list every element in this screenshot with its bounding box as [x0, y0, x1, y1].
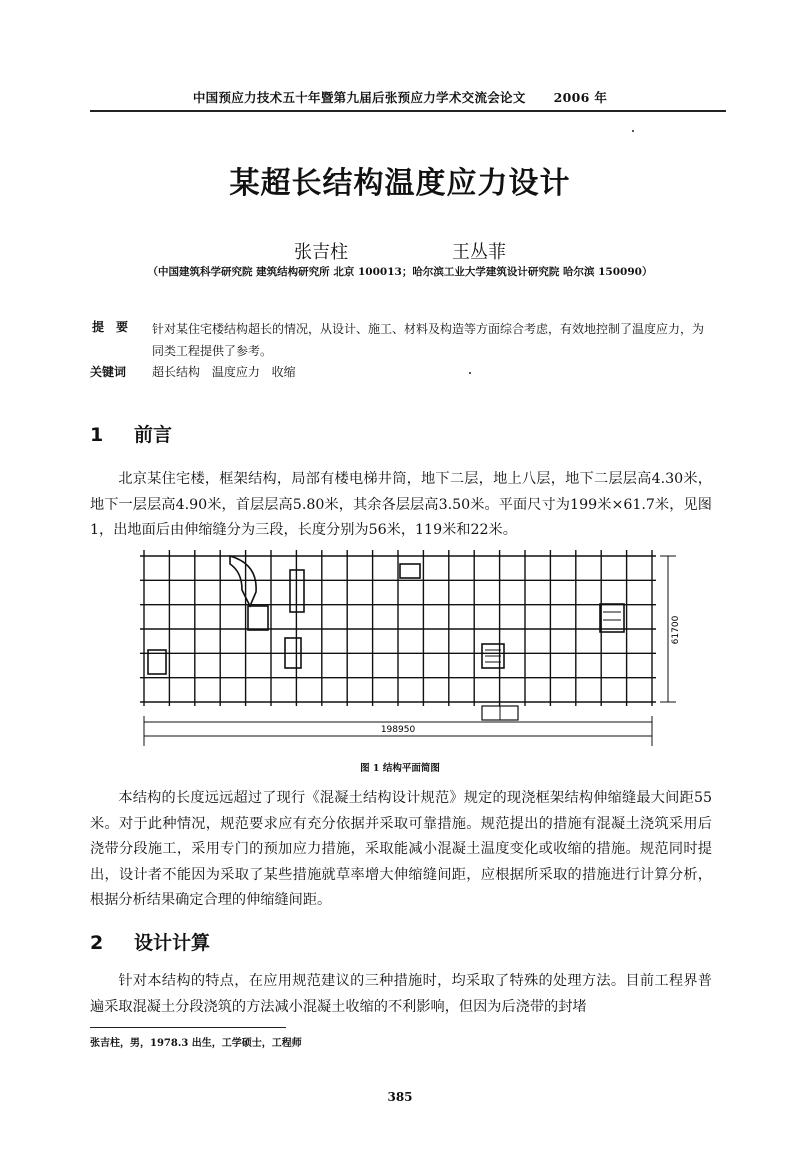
author-name: 张吉柱 — [294, 242, 348, 263]
paper-title: 某超长结构温度应力设计 — [229, 166, 571, 201]
section-number: 1 — [90, 424, 104, 446]
figure-caption: 图 1 结构平面简图 — [360, 763, 440, 774]
core-walls — [148, 556, 624, 674]
body-paragraph: 针对本结构的特点，在应用规范建议的三种措施时，均采取了特殊的处理方法。目前工程界普遍采取混凝土分段浇筑的方法减小混凝土收缩的不利影响，但因为后浇带的封堵 — [90, 973, 712, 1015]
section-number: 2 — [90, 932, 104, 954]
dimension-width-label: 61700 — [671, 615, 681, 645]
section-heading — [90, 928, 210, 955]
affiliation: （中国建筑科学研究院 建筑结构研究所 北京 100013；哈尔滨工业大学建筑设计研究院 哈尔滨 150090） — [147, 266, 653, 278]
keywords-label: 关键词 — [90, 365, 127, 379]
page-number: 385 — [387, 1090, 413, 1104]
header-journal: 中国预应力技术五十年暨第九届后张预应力学术交流会论文 — [192, 90, 526, 105]
scan-speck — [469, 372, 471, 374]
author-list — [0, 238, 800, 264]
section-title: 前言 — [134, 424, 173, 446]
body-paragraph: 本结构的长度远远超过了现行《混凝土结构设计规范》规定的现浇框架结构伸缩缝最大间距55米。对于此种情况，规范要求应有充分依据并采取可靠措施。规范提出的措施有混凝土浇筑采用后浇带分段施工，采用专门的预加应力措施，采取能减小混凝土温度变化或收缩的措施。规范同时提出，设计者不能因为采取了某些措施就草率增大伸缩缝间距，应根据所采取的措施进行计算分析，根据分析结果确定合理的伸缩缝间距。 — [90, 790, 712, 908]
structural-plan-figure — [130, 546, 690, 754]
author-name: 王丛菲 — [452, 242, 506, 263]
section-heading — [90, 420, 172, 447]
header-rule — [90, 110, 726, 112]
footnote: 张吉柱，男，1978.3 出生，工学硕士，工程师 — [90, 1038, 302, 1049]
keywords-text: 超长结构 温度应力 收缩 — [152, 365, 296, 379]
scan-speck — [632, 130, 634, 132]
section-title: 设计计算 — [134, 932, 211, 954]
abstract-label: 提要 — [92, 320, 141, 334]
header-year: 2006 年 — [553, 90, 608, 105]
dimension-lines — [144, 556, 676, 746]
body-paragraph: 北京某住宅楼，框架结构，局部有楼电梯井筒，地下二层，地上八层，地下二层层高4.30米，地下一层层高4.90米，首层层高5.80米，其余各层层高3.50米。平面尺寸为199米×61.7米，见图1，出地面后由伸缩缝分为三段，长度分别为56米，119米和22米。 — [90, 471, 712, 538]
column-grid — [140, 550, 656, 706]
abstract-text: 针对某住宅楼结构超长的情况，从设计、施工、材料及构造等方面综合考虑，有效地控制了温度应力，为同类工程提供了参考。 — [152, 322, 705, 358]
running-header — [0, 88, 800, 106]
footnote-rule — [90, 1027, 286, 1028]
dimension-length-label: 198950 — [380, 725, 416, 735]
